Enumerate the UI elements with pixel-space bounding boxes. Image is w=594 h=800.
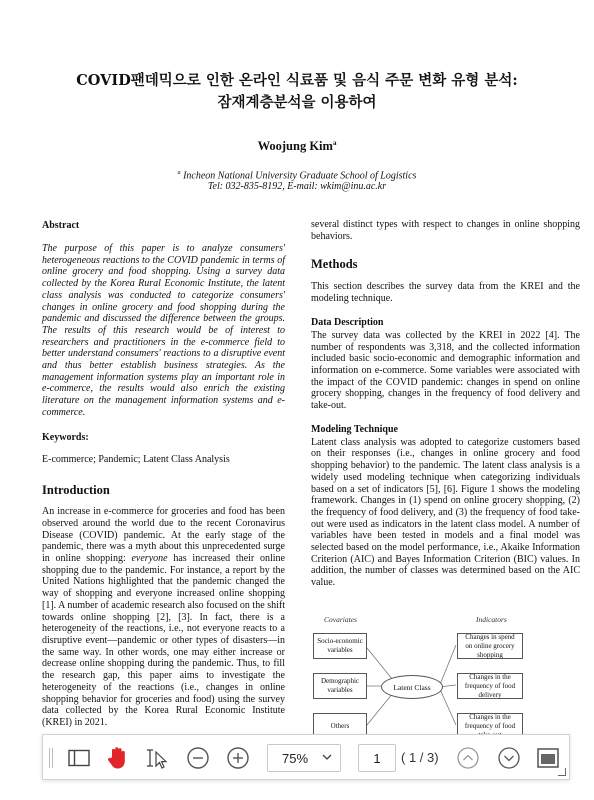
intro-text-emphasis: everyone bbox=[131, 553, 168, 565]
chevron-up-circle-icon bbox=[456, 746, 480, 770]
hand-icon bbox=[106, 746, 128, 770]
modeling-technique-text: Latent class analysis was adopted to categorize customers based on their responses (i.e., changes in online grocery and food shopping behavior) to the pandemic. The latent class analysis is a widely used modeling technique when categorizing individuals based on a set of indicators [5], [6]. Figure 1 shows the modeling framework. Changes in (1) spend on online grocery shopping, (2) the frequency of food delivery, and (3) the frequency of food take-out were used as indicators in the latent class model. A number of variables have been tested in models and a final model was selected based on the model performance, i.e., Akaike Information Criterion (AIC) and Bayes Information Criterion (BIC) values. In addition, the number of classes was determined based on the AIC value. bbox=[311, 436, 580, 589]
pdf-viewer-toolbar bbox=[42, 734, 570, 780]
previous-page-button[interactable] bbox=[454, 744, 482, 772]
covariate-box-demographic: Demographic variables bbox=[313, 673, 367, 699]
resize-handle[interactable] bbox=[558, 768, 566, 776]
methods-heading: Methods bbox=[311, 257, 358, 272]
author-superscript: a bbox=[332, 139, 337, 147]
zoom-in-icon bbox=[226, 746, 250, 770]
left-column bbox=[42, 219, 285, 729]
hand-tool-button[interactable] bbox=[103, 744, 131, 772]
page-count-label: ( 1 / 3) bbox=[401, 750, 439, 765]
intro-text-part2: has increased their online shopping due to the pandemic. For instance, a report by the United Nations highlighted that the pandemic changed the way of shopping and everyone increased online shopping [1]. A number of academic research also focused on the shift towards online shopping [2], [3]. In fact, there is a heterogeneity of the reactions, i.e., not everyone reacts to a disruptive event—pandemic or other types of disasters—in the same way. In other words, one may either increase or decrease online shopping during the pandemic. Thus, to fill the research gap, this paper aims to investigate the heterogeneity of the reactions (i.e., changes in online shopping behavior for groceries and food) using the survey data collected by the Korea Rural Economic Institute (KREI) in 2021. bbox=[42, 553, 285, 728]
indicator-box-food-delivery: Changes in the frequency of food delivery bbox=[457, 673, 523, 699]
covariate-box-others: Others bbox=[313, 713, 367, 739]
indicator-box-grocery-spend: Changes in spend on online grocery shopping bbox=[457, 633, 523, 659]
indicators-label: Indicators bbox=[476, 615, 507, 624]
covariate-box-socioeconomic: Socio-economic variables bbox=[313, 633, 367, 659]
data-description-heading: Data Description bbox=[311, 316, 384, 328]
abstract-heading: Abstract bbox=[42, 220, 80, 231]
sidebar-toggle-button[interactable] bbox=[65, 744, 93, 772]
author-name bbox=[0, 139, 594, 154]
latent-class-node: Latent Class bbox=[381, 675, 443, 699]
affiliation-text: Incheon National University Graduate School of Logistics bbox=[180, 170, 417, 182]
zoom-level-select[interactable] bbox=[267, 744, 341, 772]
zoom-out-button[interactable] bbox=[184, 744, 212, 772]
toolbar-grip-handle[interactable] bbox=[49, 748, 53, 768]
covariates-label: Covariates bbox=[324, 615, 357, 624]
text-cursor-icon bbox=[145, 747, 171, 769]
chevron-down-icon bbox=[322, 754, 332, 761]
affiliation-superscript: a bbox=[177, 170, 181, 176]
next-page-button[interactable] bbox=[495, 744, 523, 772]
zoom-in-button[interactable] bbox=[224, 744, 252, 772]
data-description-text: The survey data was collected by the KREI in 2022 [4]. The number of respondents was 3,318, and the collected information included basic socio-economic and demographic information and information on e-commerce. Some variables were associated with the impact of the COVID pandemic: changes in spend on online grocery shopping, changes in the frequency of food delivery and take-out. bbox=[311, 329, 580, 412]
intro-text-part1: An increase in e-commerce for groceries and food has been observed around the world due to the recent Coronavirus Disease (COVID) pandemic. At the early stage of the pandemic, there was a myth about this unprecedented surge in online shopping: bbox=[42, 506, 285, 565]
modeling-technique-heading: Modeling Technique bbox=[311, 423, 398, 435]
paper-title-line2: 잠재계층분석을 이용하여 bbox=[217, 94, 377, 111]
introduction-heading: Introduction bbox=[42, 483, 110, 498]
abstract-text: The purpose of this paper is to analyze consumers' heterogeneous reactions to the COVID pandemic in terms of online grocery and food shopping. Using a survey data collected by the Korea Rural Economic Institute, the latent class analysis was conducted to categorize consumers' changes in online grocery and food shopping during the pandemic and discussed the difference between the groups. The results of this research would be of interest to researchers and practitioners in the e-commerce field to better understand consumers' reactions to a disruptive event and thus better establish business strategies. As the management information systems play an important role in e-commerce, the results would also enrich the existing literature on the management information systems and e-commerce. bbox=[42, 243, 285, 418]
right-column bbox=[311, 219, 580, 589]
zoom-out-icon bbox=[186, 746, 210, 770]
author-name-text: Woojung Kim bbox=[257, 139, 333, 154]
methods-text: This section describes the survey data from the KREI and the modeling technique. bbox=[311, 281, 580, 305]
zoom-level-value: 75% bbox=[282, 751, 309, 766]
chevron-down-circle-icon bbox=[497, 746, 521, 770]
text-select-tool-button[interactable] bbox=[144, 744, 172, 772]
sidebar-panel-icon bbox=[68, 749, 90, 767]
paper-title-line1: COVID팬데믹으로 인한 온라인 식료품 및 음식 주문 변화 유형 분석: bbox=[76, 72, 518, 89]
indicator-box-food-takeout: Changes in the frequency of food bbox=[457, 713, 523, 739]
keywords-heading: Keywords: bbox=[42, 431, 89, 443]
keywords-text: E-commerce; Pandemic; Latent Class Analysis bbox=[42, 453, 230, 465]
author-contact: Tel: 032-835-8192, E-mail: wkim@inu.ac.kr bbox=[207, 181, 387, 192]
page-number-input[interactable]: 1 bbox=[358, 744, 396, 772]
fit-page-icon bbox=[536, 747, 560, 769]
continued-text: several distinct types with respect to changes in online shopping behaviors. bbox=[311, 219, 580, 242]
modeling-framework-figure bbox=[311, 615, 580, 745]
introduction-text bbox=[42, 506, 285, 728]
